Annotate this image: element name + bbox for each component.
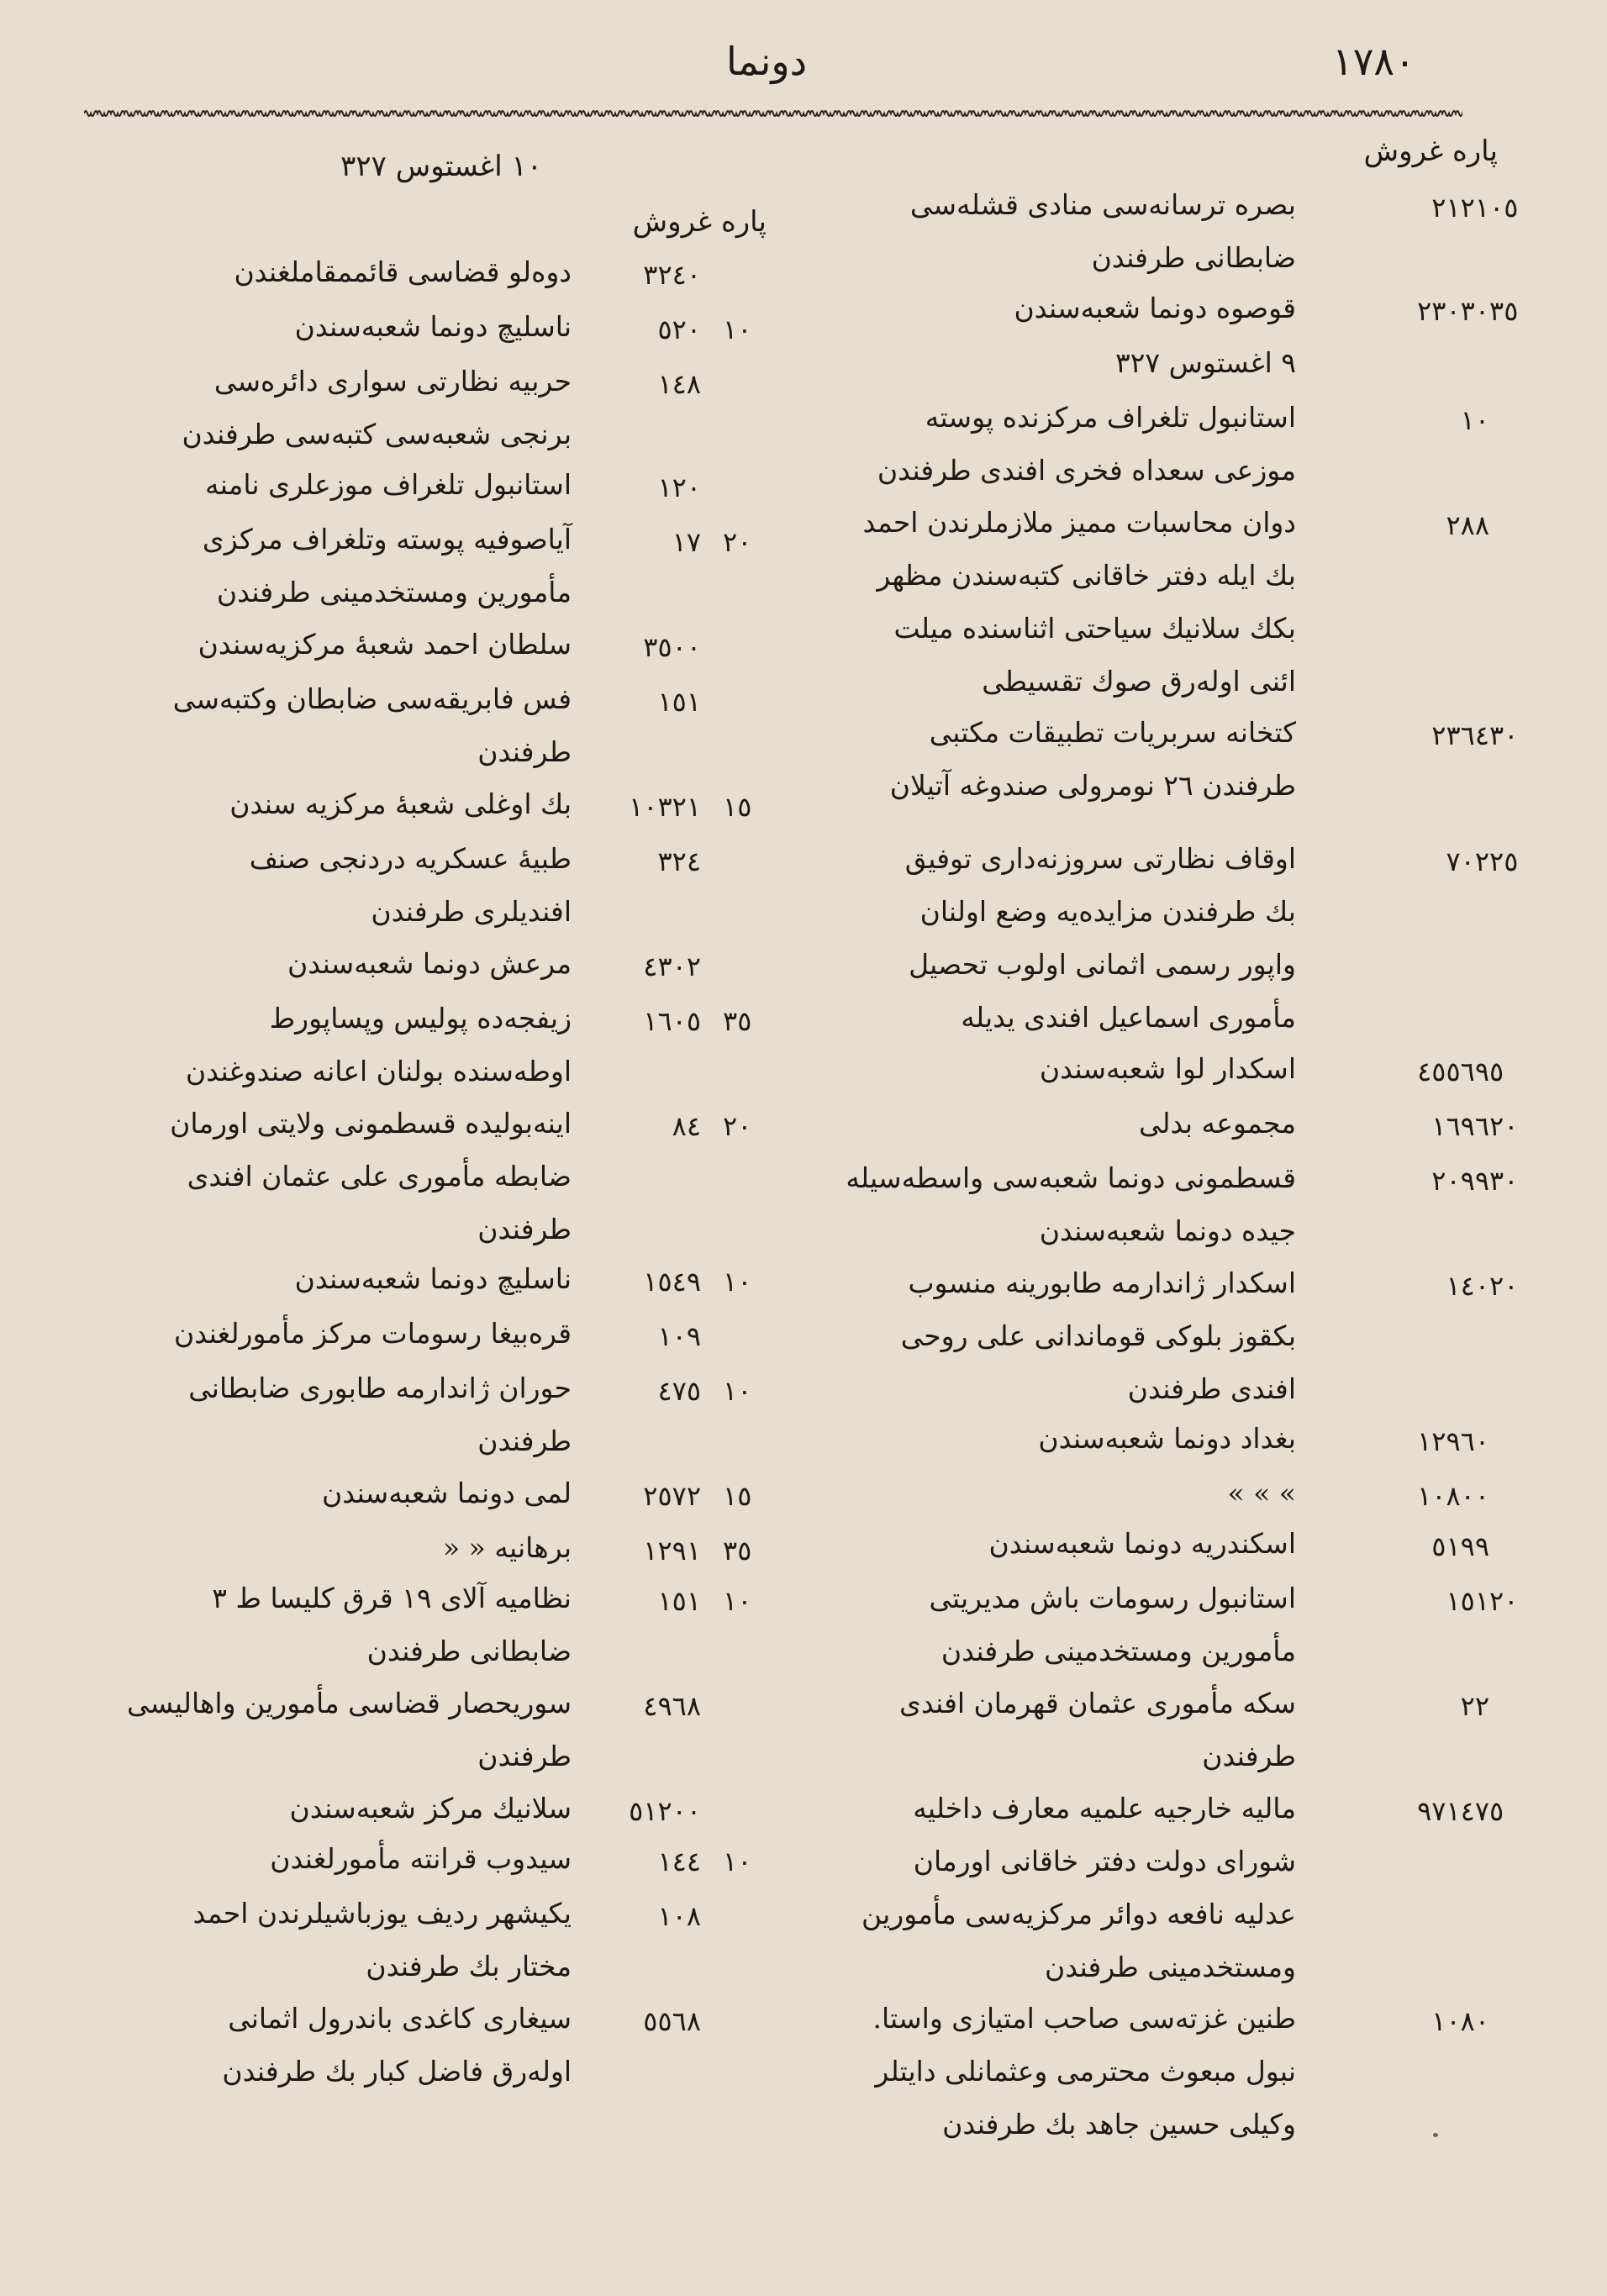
left-entry-line: سوريحصار قضاسی مأمورين واهاليسی bbox=[126, 1687, 572, 1719]
right-entry-line: استانبول تلغراف مرکزنده پوسته bbox=[925, 401, 1296, 434]
right-entry-line: اسکدار لوا شعبه‌سندن bbox=[1039, 1052, 1296, 1085]
right-entry-line: قوصوه دونما شعبه‌سندن bbox=[1014, 292, 1296, 324]
right-entry-line: اوقاف نظارتی سروزنه‌داری توفيق bbox=[904, 842, 1296, 875]
right-entry-description bbox=[899, 1677, 1296, 1783]
left-entry-line: يکيشهر رديف يوزباشيلرندن احمد bbox=[192, 1897, 572, 1930]
left-entry-amount: ١٥١ bbox=[657, 686, 701, 718]
left-entry-description bbox=[212, 1572, 572, 1677]
right-entry-para: ٣٠ bbox=[1489, 1165, 1519, 1197]
right-entry-line: مأموری اسماعيل افندی يديله bbox=[961, 1001, 1296, 1034]
right-entry-amount: ٢٣٠٣٠ bbox=[1417, 295, 1489, 327]
left-entry-line: طرفندن bbox=[477, 1213, 572, 1245]
left-entry-para: ٢٠ bbox=[723, 1110, 752, 1142]
right-entry-para: ٣٠ bbox=[1489, 719, 1519, 751]
left-entry-amount: ٣٢٤٠ bbox=[643, 259, 701, 291]
right-entry-amount: ١٠٨٠ bbox=[1431, 2005, 1489, 2037]
right-entry-line: بکك سلانيك سياحتی اثناسنده ميلت bbox=[893, 612, 1296, 645]
left-entry-para: ١٠ bbox=[723, 1266, 752, 1298]
left-entry-description bbox=[188, 1361, 572, 1467]
left-entry-description bbox=[295, 1252, 572, 1305]
right-entry-description bbox=[873, 1992, 1296, 2151]
right-entry-description bbox=[989, 1517, 1296, 1570]
page-number: ١٧٨٠ bbox=[1332, 39, 1415, 84]
right-entry-description bbox=[905, 832, 1296, 1044]
left-entry-line: سلطان احمد شعبهٔ مرکزيه‌سندن bbox=[198, 628, 572, 661]
left-entry-line: سيغاری کاغدی باندرول اثمانی bbox=[228, 2002, 572, 2035]
right-entry-description bbox=[846, 1151, 1296, 1257]
right-entry-description bbox=[910, 178, 1296, 284]
left-entry-description bbox=[322, 1467, 572, 1519]
right-entry-line: بکقوز بلوکی قوماندانی علی روحی bbox=[900, 1319, 1296, 1352]
left-entry-line: ناسليچ دونما شعبه‌سندن bbox=[294, 1262, 572, 1295]
left-entry-line: مرعش دونما شعبه‌سندن bbox=[287, 947, 572, 980]
right-entry-description bbox=[901, 1256, 1296, 1415]
right-entry-amount: ٢٣٦٤ bbox=[1431, 719, 1489, 751]
left-entry-amount: ١٢٠ bbox=[657, 471, 701, 503]
right-entry-para: ٠٥ bbox=[1489, 192, 1519, 224]
left-entry-amount: ٥٢٠ bbox=[657, 313, 701, 345]
right-entry-amount: ٢٢ bbox=[1460, 1690, 1489, 1722]
left-entry-amount: ٣٥٠٠ bbox=[643, 631, 701, 663]
right-entry-description bbox=[863, 496, 1297, 708]
left-entry-description bbox=[295, 300, 572, 353]
left-entry-amount: ٢٥٧٢ bbox=[643, 1480, 701, 1512]
right-entry-amount: ٤٥٥٦٩ bbox=[1417, 1056, 1489, 1087]
right-entry-para: ٢٠ bbox=[1489, 1270, 1519, 1302]
left-entry-amount: ١٧ bbox=[672, 526, 701, 558]
left-entry-line: مختار بك طرفندن bbox=[366, 1950, 572, 1983]
left-entry-amount: ١٠٨ bbox=[657, 1900, 701, 1932]
right-entry-line: عدليه نافعه دوائر مرکزيه‌سی مأمورين bbox=[861, 1898, 1296, 1930]
header-rule bbox=[84, 108, 1462, 119]
right-entry-amount: ٧٠٢ bbox=[1446, 845, 1489, 877]
right-entry-para: ٢٥ bbox=[1489, 845, 1519, 877]
right-entry-description bbox=[1139, 1097, 1296, 1150]
left-entry-amount: ١٥١ bbox=[657, 1585, 701, 1617]
left-entry-description bbox=[234, 245, 572, 298]
right-entry-amount: ١٦٩٦ bbox=[1431, 1110, 1489, 1142]
left-entry-line: برنجی شعبه‌سی کتبه‌سی طرفندن bbox=[182, 418, 572, 450]
right-entry-amount: ٩٧١٤٧ bbox=[1417, 1795, 1489, 1827]
left-entry-para: ٣٥ bbox=[723, 1535, 752, 1567]
right-entry-line: شورای دولت دفتر خاقانی اورمان bbox=[913, 1845, 1296, 1877]
right-entry-line: کتخانه سربريات تطبيقات مکتبی bbox=[929, 716, 1296, 749]
left-entry-amount: ٥٥٦٨ bbox=[643, 2005, 701, 2037]
right-entry-line: ٩ اغستوس ٣٢٧ bbox=[1114, 346, 1296, 379]
right-entry-description bbox=[930, 1572, 1296, 1677]
left-entry-description bbox=[229, 777, 572, 830]
left-entry-amount: ١٢٩١ bbox=[643, 1535, 701, 1567]
left-entry-amount: ١٦٠٥ bbox=[643, 1005, 701, 1037]
left-entry-amount: ١٤٤ bbox=[657, 1846, 701, 1877]
right-entry-line: » » » bbox=[1227, 1477, 1296, 1509]
right-entry-line: ضابطانی طرفندن bbox=[1091, 241, 1296, 274]
right-entry-line: ومستخدمينی طرفندن bbox=[1045, 1951, 1296, 1983]
left-entry-description bbox=[443, 1521, 572, 1574]
right-entry-line: بغداد دونما شعبه‌سندن bbox=[1038, 1422, 1296, 1455]
left-entry-description bbox=[186, 992, 572, 1098]
left-entry-para: ١٠ bbox=[723, 1585, 752, 1617]
right-entry-line: بك ايله دفتر خاقانی کتبه‌سندن مظهر bbox=[877, 559, 1296, 592]
left-entry-line: سيدوب قرانته مأمورلغندن bbox=[270, 1842, 572, 1875]
left-entry-line: طرفندن bbox=[477, 1424, 572, 1457]
left-entry-description bbox=[127, 1677, 572, 1783]
left-entry-line: آياصوفيه پوسته وتلغراف مرکزی bbox=[202, 523, 572, 556]
left-entry-line: ضابطه مأموری علی عثمان افندی bbox=[187, 1160, 572, 1193]
right-entry-line: وکيلی حسين جاهد بك طرفندن bbox=[942, 2108, 1296, 2141]
left-entry-line: حوران ژاندارمه طابوری ضابطانی bbox=[188, 1372, 572, 1404]
left-entry-para: ٢٠ bbox=[723, 526, 752, 558]
right-entry-description bbox=[1038, 1412, 1296, 1465]
right-entry-line: اسکدار ژاندارمه طابورينه منسوب bbox=[908, 1266, 1296, 1299]
left-column-date: ١٠ اغستوس ٣٢٧ bbox=[340, 150, 542, 183]
left-entry-amount: ٤٧٥ bbox=[657, 1375, 701, 1407]
left-entry-amount: ١٤٨ bbox=[657, 368, 701, 400]
right-entry-line: قسطمونی دونما شعبه‌سی واسطه‌سيله bbox=[846, 1161, 1296, 1194]
left-entry-line: نظاميه آلای ١٩ قرق کليسا ط ٣ bbox=[212, 1582, 572, 1614]
left-entry-line: حربيه نظارتی سواری دائره‌سی bbox=[213, 365, 572, 398]
right-column-head: پاره غروش bbox=[1363, 134, 1498, 168]
left-entry-description bbox=[198, 618, 572, 671]
left-entry-line: برهانيه « « bbox=[442, 1531, 572, 1564]
left-entry-line: مأمورين ومستخدمينی طرفندن bbox=[216, 576, 572, 608]
right-entry-line: افندی طرفندن bbox=[1127, 1372, 1296, 1405]
right-entry-description bbox=[861, 1782, 1296, 1993]
left-entry-para: ٣٥ bbox=[723, 1005, 752, 1037]
left-entry-line: لمی دونما شعبه‌سندن bbox=[322, 1477, 572, 1509]
right-entry-amount: ١٢٩٦٠ bbox=[1417, 1425, 1489, 1457]
left-entry-line: طرفندن bbox=[477, 1740, 572, 1772]
right-entry-amount: ٢٠٩٩ bbox=[1431, 1165, 1489, 1197]
right-entry-line: واپور رسمی اثمانی اولوب تحصيل bbox=[909, 948, 1296, 981]
right-entry-line: مأمورين ومستخدمينی طرفندن bbox=[940, 1635, 1296, 1667]
left-entry-amount: ١٠٣٢١ bbox=[629, 791, 701, 823]
right-entry-line: دوان محاسبات مميز ملازملرندن احمد bbox=[862, 506, 1296, 539]
right-entry-amount: ١٠٨٠٠ bbox=[1417, 1480, 1489, 1512]
right-entry-line: ائنی اوله‌رق صوك تقسيطی bbox=[982, 665, 1296, 698]
left-entry-amount: ٥١٢٠٠ bbox=[629, 1795, 701, 1827]
right-entry-para: ٥ bbox=[1489, 1056, 1504, 1087]
right-entry-line: جيده دونما شعبه‌سندن bbox=[1039, 1214, 1296, 1247]
right-entry-para: ٣٥ bbox=[1489, 295, 1519, 327]
left-entry-line: افنديلری طرفندن bbox=[371, 895, 572, 928]
left-entry-line: دوه‌لو قضاسی قائممقاملغندن bbox=[234, 255, 572, 288]
left-entry-para: ١٠ bbox=[723, 1375, 752, 1407]
left-entry-amount: ١٥٤٩ bbox=[643, 1266, 701, 1298]
left-entry-amount: ٨٤ bbox=[672, 1110, 701, 1142]
left-entry-line: بك اوغلی شعبهٔ مرکزيه سندن bbox=[229, 787, 572, 820]
left-entry-amount: ٤٩٦٨ bbox=[643, 1690, 701, 1722]
left-entry-amount: ٣٢٤ bbox=[657, 845, 701, 877]
right-entry-description bbox=[1014, 282, 1297, 334]
left-entry-description bbox=[174, 1307, 572, 1360]
left-entry-para: ١٠ bbox=[723, 313, 752, 345]
page-title: دونما bbox=[726, 39, 808, 84]
left-entry-description bbox=[222, 1992, 572, 2098]
left-entry-description bbox=[287, 937, 572, 990]
left-entry-line: سلانيك مرکز شعبه‌سندن bbox=[289, 1792, 572, 1825]
left-entry-description bbox=[270, 1832, 572, 1885]
right-entry-amount: ١٠ bbox=[1460, 404, 1489, 436]
left-entry-line: فس فابريقه‌سی ضابطان وکتبه‌سی bbox=[172, 682, 572, 715]
left-entry-line: اوله‌رق فاضل کبار بك طرفندن bbox=[222, 2055, 572, 2088]
right-entry-para: ٢٠ bbox=[1489, 1585, 1519, 1617]
left-entry-line: اوطه‌سنده بولنان اعانه صندوغندن bbox=[185, 1055, 572, 1087]
left-entry-description bbox=[203, 513, 572, 619]
left-entry-line: اينه‌بوليده قسطمونی ولايتی اورمان bbox=[170, 1107, 572, 1140]
right-entry-description bbox=[1227, 1467, 1296, 1519]
right-entry-amount: ١٥١ bbox=[1446, 1585, 1489, 1617]
right-entry-line: نبول مبعوث محترمی وعثمانلی دايتلر bbox=[875, 2055, 1296, 2088]
right-entry-line: موزعی سعداه فخری افندی طرفندن bbox=[877, 454, 1296, 487]
right-entry-description bbox=[1040, 1042, 1296, 1095]
left-entry-description bbox=[250, 832, 572, 938]
right-entry-line: سکه مأموری عثمان قهرمان افندی bbox=[899, 1687, 1296, 1719]
left-entry-para: ١٥ bbox=[723, 791, 752, 823]
left-entry-line: ناسليچ دونما شعبه‌سندن bbox=[294, 310, 572, 343]
left-entry-amount: ٤٣٠٢ bbox=[643, 951, 701, 982]
left-entry-description bbox=[290, 1782, 572, 1835]
left-entry-description bbox=[205, 458, 572, 511]
right-entry-line: طنين غزته‌سی صاحب امتيازی واستا. bbox=[872, 2002, 1296, 2035]
right-entry-line: مجموعه بدلی bbox=[1138, 1107, 1296, 1140]
right-entry-line: طرفندن ٢٦ نومرولی صندوغه آتيلان bbox=[889, 769, 1296, 802]
right-entry-line: طرفندن bbox=[1202, 1740, 1296, 1772]
left-entry-line: استانبول تلغراف موزعلری نامنه bbox=[205, 468, 572, 501]
left-entry-line: ضابطانی طرفندن bbox=[366, 1635, 572, 1667]
left-entry-line: طرفندن bbox=[477, 735, 572, 768]
right-entry-line: ماليه خارجيه علميه معارف داخليه bbox=[913, 1792, 1296, 1825]
ink-speck bbox=[1433, 2133, 1438, 2137]
left-entry-line: طبيهٔ عسکريه دردنجی صنف bbox=[249, 842, 572, 875]
left-entry-description bbox=[192, 1887, 572, 1993]
left-column-head: پاره غروش bbox=[632, 205, 767, 239]
right-entry-description bbox=[1115, 336, 1296, 389]
right-entry-line: بك طرفندن مزايده‌يه وضع اولنان bbox=[919, 895, 1296, 928]
right-entry-amount: ٥١٩٩ bbox=[1431, 1530, 1489, 1562]
right-entry-line: بصره ترسانه‌سی منادی قشله‌سی bbox=[909, 188, 1296, 221]
left-entry-amount: ١٠٩ bbox=[657, 1320, 701, 1352]
left-entry-line: زيفجه‌ده پوليس وپساپورط bbox=[269, 1002, 572, 1035]
left-entry-description bbox=[182, 355, 572, 461]
right-entry-line: اسکندريه دونما شعبه‌سندن bbox=[988, 1527, 1296, 1560]
right-entry-description bbox=[877, 391, 1296, 497]
right-entry-line: استانبول رسومات باش مديريتی bbox=[929, 1582, 1296, 1614]
right-entry-description bbox=[890, 706, 1296, 812]
right-entry-para: ٥ bbox=[1489, 1795, 1504, 1827]
right-entry-amount: ٢١٢١ bbox=[1431, 192, 1489, 224]
right-entry-amount: ٢٨٨ bbox=[1446, 509, 1489, 541]
right-entry-para: ٢٠ bbox=[1489, 1110, 1519, 1142]
left-entry-para: ١٠ bbox=[723, 1846, 752, 1877]
right-entry-amount: ١٤٠ bbox=[1446, 1270, 1489, 1302]
left-entry-line: قره‌بيغا رسومات مرکز مأمورلغندن bbox=[174, 1317, 572, 1350]
left-entry-para: ١٥ bbox=[723, 1480, 752, 1512]
left-entry-description bbox=[173, 672, 572, 778]
left-entry-description bbox=[170, 1097, 572, 1256]
